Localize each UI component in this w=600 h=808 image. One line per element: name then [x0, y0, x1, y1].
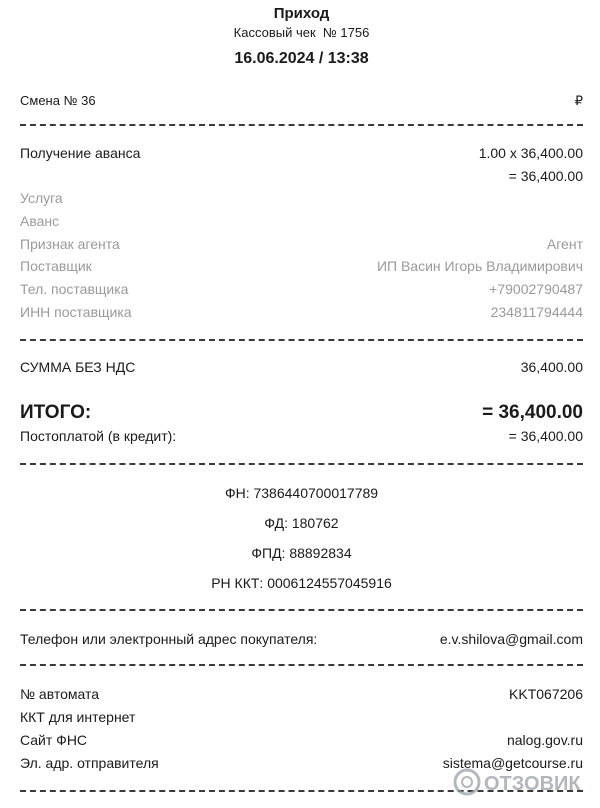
- divider: [20, 609, 583, 611]
- divider: [20, 463, 583, 465]
- otzovik-watermark: [452, 760, 600, 808]
- receipt: [20, 0, 583, 808]
- shift-number: Смена № 36: [20, 93, 96, 108]
- buyer-contact-value: e.v.shilova@gmail.com: [439, 631, 583, 647]
- receipt-datetime: 16.06.2024 / 13:38: [234, 50, 369, 67]
- check-number-line: [20, 25, 583, 40]
- total-value: = 36,400.00: [482, 402, 583, 423]
- machine-row-value: nalog.gov.ru: [506, 732, 583, 748]
- watermark-text: ОТЗОВИК: [484, 773, 581, 795]
- credit-label: Постоплатой (в кредит):: [20, 428, 177, 444]
- item-line-total: = 36,400.00: [508, 168, 583, 184]
- detail-label: Поставщик: [20, 258, 92, 274]
- detail-label: ИНН поставщика: [20, 304, 132, 320]
- receipt-title: Приход: [273, 5, 330, 22]
- total-label: ИТОГО:: [20, 402, 92, 423]
- machine-row-label: ККТ для интернет: [20, 709, 136, 725]
- machine-row-label: Сайт ФНС: [20, 732, 88, 748]
- detail-value: +79002790487: [489, 281, 583, 297]
- detail-value: ИП Васин Игорь Владимирович: [376, 258, 583, 274]
- machine-row-value: KKT067206: [509, 686, 583, 702]
- divider: [20, 124, 583, 126]
- fiscal-fpd: ФПД: 88892834: [251, 545, 352, 561]
- currency-symbol: ₽: [574, 93, 583, 108]
- divider: [20, 339, 583, 341]
- otzovik-logo-icon: [452, 760, 600, 808]
- check-label: Кассовый чек: [233, 25, 316, 40]
- detail-value: 234811794444: [490, 304, 583, 320]
- fiscal-rn-kkt: РН ККТ: 0006124557045916: [211, 575, 392, 591]
- detail-value: Агент: [546, 236, 583, 252]
- item-name: Получение аванса: [20, 145, 141, 161]
- item-qty-price: 1.00 x 36,400.00: [478, 145, 583, 161]
- machine-row-label: № автомата: [20, 686, 100, 702]
- machine-row-value: sistema@getcourse.ru: [442, 755, 583, 771]
- detail-label: Услуга: [20, 190, 63, 206]
- divider: [20, 664, 583, 666]
- credit-value: = 36,400.00: [508, 428, 583, 444]
- fiscal-fd: ФД: 180762: [264, 515, 339, 531]
- machine-row-label: Эл. адр. отправителя: [20, 755, 159, 771]
- no-vat-label: СУММА БЕЗ НДС: [20, 359, 136, 375]
- fiscal-fn: ФН: 7386440700017789: [224, 485, 379, 501]
- detail-label: Аванс: [20, 213, 60, 229]
- detail-label: Тел. поставщика: [20, 281, 129, 297]
- buyer-contact-label: Телефон или электронный адрес покупателя:: [20, 631, 318, 647]
- check-number: № 1756: [322, 25, 370, 40]
- detail-label: Признак агента: [20, 236, 120, 252]
- no-vat-value: 36,400.00: [520, 359, 583, 375]
